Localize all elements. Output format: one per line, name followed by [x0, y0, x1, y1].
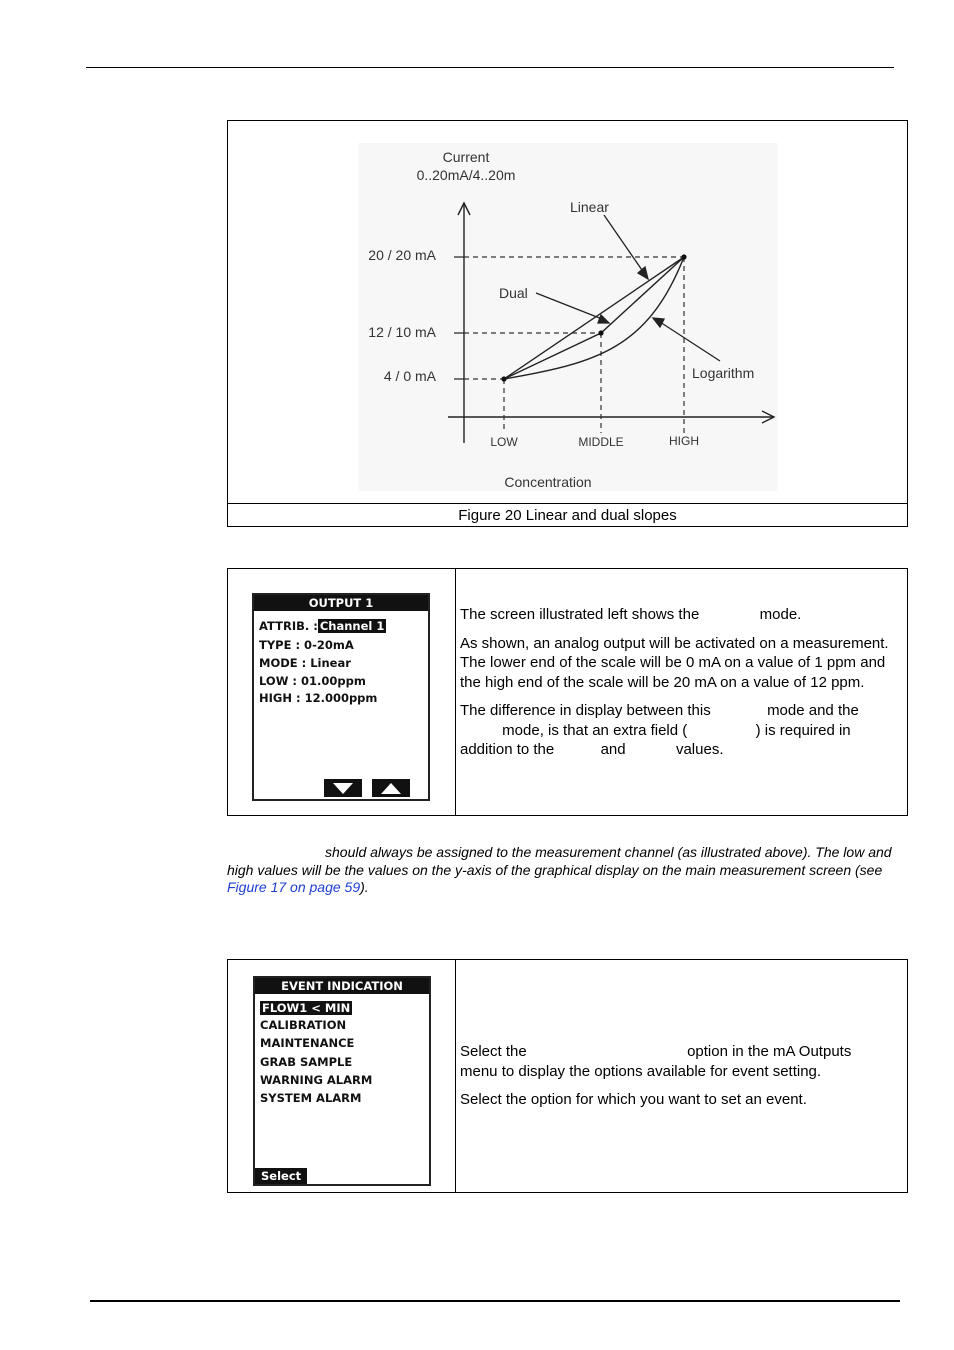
up-arrow-button[interactable] — [372, 779, 410, 797]
p3-text-d: ) is required in — [755, 721, 851, 739]
event-p1-text-b: option in the mA Outputs — [687, 1043, 852, 1060]
note-text-b: high values will be the values on the y-axis of the graphical display on the main measurement screen (see — [227, 861, 883, 878]
p3-text-e: addition to the — [460, 741, 555, 758]
y-tick-label: 12 / 10 mA — [368, 324, 436, 340]
slope-diagram — [358, 143, 788, 493]
attrib-value[interactable]: Channel 1 — [319, 619, 385, 633]
output-paragraph-1 — [460, 605, 899, 625]
lcd-title: OUTPUT 1 — [254, 595, 428, 611]
header-rule — [86, 67, 894, 68]
p1-text-b: mode. — [759, 606, 802, 623]
event-item-calibration[interactable]: CALIBRATION — [260, 1018, 347, 1032]
event-item-label: FLOW1 < MIN — [262, 1001, 351, 1015]
type-line: TYPE : 0-20mA — [259, 638, 354, 652]
label-linear: Linear — [570, 199, 609, 215]
note-paragraph — [227, 844, 907, 897]
p3-text-a: The difference in display between this — [460, 702, 711, 719]
point-middle — [598, 330, 603, 335]
note-text-a: should always be assigned to the measurement channel (as illustrated above). The low and — [325, 844, 892, 860]
output-description — [460, 605, 899, 769]
attrib-line — [259, 619, 386, 633]
footer-rule — [90, 1300, 900, 1302]
output-screen-cell — [228, 569, 456, 815]
output-paragraph-3 — [460, 701, 899, 760]
figure-17-link[interactable]: Figure 17 on page 59 — [227, 879, 361, 895]
event-p1-text-a: Select the — [460, 1043, 527, 1060]
event-screen-cell — [228, 960, 456, 1192]
point-low — [501, 376, 506, 381]
diagram-background — [358, 143, 778, 491]
p3-text-g: values. — [675, 741, 724, 758]
event-description — [460, 1042, 899, 1119]
p3-text-b: mode and the — [767, 702, 859, 719]
p3-text-f: and — [600, 741, 626, 758]
label-logarithm: Logarithm — [692, 365, 755, 381]
up-arrow-icon — [379, 781, 403, 795]
event-item-maintenance[interactable]: MAINTENANCE — [260, 1036, 355, 1050]
down-arrow-button[interactable] — [324, 779, 362, 797]
output-paragraph-2: As shown, an analog output will be activated on a measurement. The lower end of the scale will be 0 mA on a value of 1 ppm and the high end of the scale will be 20 mA on a value of 12 ppm. — [460, 634, 889, 691]
down-arrow-icon — [331, 781, 355, 795]
attrib-label: ATTRIB. : — [259, 619, 318, 633]
y-tick-label: 4 / 0 mA — [383, 368, 436, 384]
x-tick-label: MIDDLE — [578, 435, 624, 449]
lcd-title: EVENT INDICATION — [255, 978, 429, 994]
event-lcd-screen — [253, 976, 431, 1186]
output-lcd-screen — [252, 593, 430, 801]
note-text-c: ). — [360, 879, 369, 895]
p3-text-c: mode, is that an extra field ( — [502, 721, 688, 739]
event-item-flow1[interactable] — [260, 1001, 352, 1015]
event-p1-text-c: menu to display the options available for event setting. — [460, 1062, 822, 1080]
event-paragraph-2: Select the option for which you want to set an event. — [460, 1091, 807, 1108]
event-paragraph-1 — [460, 1042, 899, 1081]
label-dual: Dual — [499, 285, 528, 301]
event-item-warning-alarm[interactable]: WARNING ALARM — [260, 1073, 373, 1087]
y-axis-title: Current — [442, 149, 490, 165]
low-line: LOW : 01.00ppm — [259, 674, 366, 688]
point-high — [681, 254, 686, 259]
x-tick-label: LOW — [490, 435, 518, 449]
figure-caption: Figure 20 Linear and dual slopes — [228, 503, 907, 528]
event-item-system-alarm[interactable]: SYSTEM ALARM — [260, 1091, 362, 1105]
y-axis-subtitle: 0..20mA/4..20m — [416, 167, 516, 183]
high-line: HIGH : 12.000ppm — [259, 691, 378, 705]
event-item-grab-sample[interactable]: GRAB SAMPLE — [260, 1055, 353, 1069]
mode-line: MODE : Linear — [259, 656, 351, 670]
x-tick-label: HIGH — [669, 434, 699, 448]
select-button[interactable]: Select — [255, 1168, 307, 1184]
figure-box — [227, 120, 908, 527]
x-axis-title: Concentration — [504, 474, 592, 490]
event-indication-table — [227, 959, 908, 1193]
p1-text-a: The screen illustrated left shows the — [460, 606, 700, 623]
y-tick-label: 20 / 20 mA — [368, 247, 436, 263]
output-mode-table — [227, 568, 908, 816]
